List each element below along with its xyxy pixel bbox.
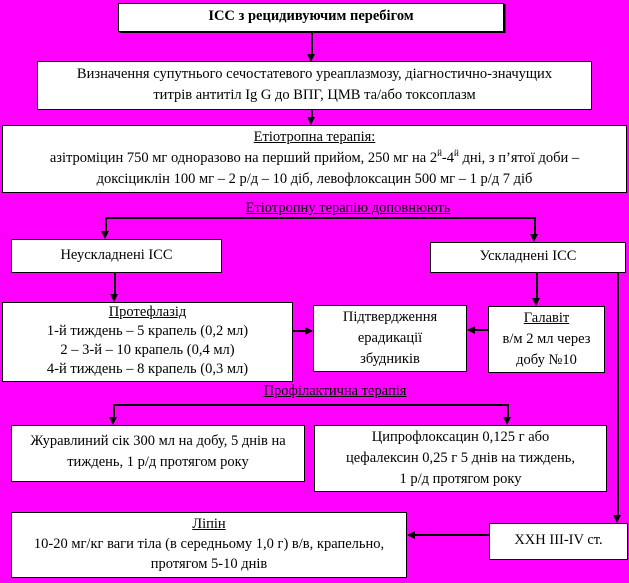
- node-eradication-line1: Підтвердження: [342, 309, 438, 325]
- node-etiotropic-therapy: [2, 125, 627, 193]
- connector-prophylaxis-horizontal: [113, 404, 508, 406]
- connector-supplement-drop-right: [534, 217, 536, 235]
- connector-title-to-diagnostics: [311, 32, 313, 54]
- arrowhead-proteflazid-to-eradication: [305, 327, 313, 335]
- connector-supplement-drop-left: [105, 217, 107, 232]
- node-lipin-line1: 10-20 мг/кг ваги тіла (в середньому 1,0 г) в/в, крапельно,: [33, 536, 385, 552]
- label-supplement-therapy: Етіотропну терапію доповнюють: [245, 200, 451, 216]
- arrowhead-uncomplicated-to-proteflazid: [110, 294, 118, 302]
- node-proteflazid-line1: 1-й тиждень – 5 крапель (0,2 мл): [46, 323, 249, 339]
- node-lipin: [11, 512, 407, 578]
- etiotropic-line1-sup2: й: [454, 148, 459, 159]
- node-ciprofloxacin: [314, 425, 607, 492]
- node-cranberry-line1: Журавлиний сік 300 мл на добу, 5 днів на: [30, 433, 286, 449]
- node-uncomplicated-label: Неускладнені ІСС: [60, 247, 173, 263]
- node-galavit-title: Галавіт: [523, 310, 570, 326]
- node-lipin-title: Ліпін: [192, 516, 226, 532]
- node-proteflazid: [2, 302, 293, 382]
- etiotropic-line1-part-a: азітроміцин 750 мг одноразово на перший прийом, 250 мг на 2: [49, 150, 438, 166]
- connector-galavit-to-eradication: [474, 329, 488, 331]
- node-icc-recurrent: [118, 3, 504, 32]
- connector-prophylaxis-drop-left: [113, 404, 115, 418]
- connector-complicated-to-galavit: [536, 273, 538, 299]
- node-uncomplicated-icc: [11, 239, 222, 273]
- arrowhead-diagnostics-to-etiotropic: [307, 117, 315, 125]
- connector-complicated-to-ckd: [617, 273, 619, 517]
- node-diagnostics-line1: Визначення супутнього сечостатевого уреаплазмозу, діагностично-значущих: [76, 66, 553, 82]
- node-galavit-line1: в/м 2 мл через: [502, 331, 591, 347]
- node-lipin-line2: протягом 5-10 днів: [150, 556, 268, 572]
- arrowhead-to-cranberry: [109, 417, 117, 425]
- node-etiotropic-line1: [3, 148, 626, 169]
- node-proteflazid-line2: 2 – 3-й – 10 крапель (0,4 мл): [60, 342, 235, 358]
- label-prophylactic-therapy: Профілактична терапія: [263, 383, 407, 399]
- arrowhead-complicated-to-galavit: [532, 298, 540, 306]
- node-cipro-line3: 1 р/д протягом року: [399, 471, 522, 487]
- arrowhead-complicated-to-ckd: [613, 515, 621, 523]
- node-ckd-stage: [489, 523, 628, 560]
- arrowhead-ckd-to-lipin: [407, 531, 415, 539]
- node-cipro-line1: Ципрофлоксацин 0,125 г або: [371, 429, 550, 445]
- node-eradication-confirmation: [313, 305, 467, 372]
- connector-uncomplicated-to-proteflazid: [114, 273, 116, 295]
- arrowhead-to-cipro: [503, 417, 511, 425]
- arrowhead-galavit-to-eradication: [467, 326, 475, 334]
- node-galavit-line2: добу №10: [516, 352, 577, 368]
- node-etiotropic-line2: доксіциклін 100 мг – 2 р/д – 10 діб, левофлоксацин 500 мг – 1 р/д 7 діб: [96, 171, 533, 187]
- node-eradication-line3: збудників: [360, 351, 420, 367]
- node-galavit: [488, 306, 605, 373]
- node-cipro-line2: цефалексин 0,25 г 5 днів на тиждень,: [345, 450, 576, 466]
- connector-prophylaxis-drop-right: [507, 404, 509, 418]
- etiotropic-line1-part-b: -4: [441, 150, 455, 166]
- node-icc-recurrent-label: ІСС з рецидивуючим перебігом: [208, 8, 414, 24]
- node-cranberry-line2: тиждень, 1 р/д протягом року: [67, 454, 249, 470]
- node-etiotropic-title: Етіотропна терапія:: [253, 129, 376, 145]
- node-proteflazid-title: Протефлазід: [108, 304, 187, 320]
- node-eradication-line2: ерадикації: [357, 330, 423, 346]
- node-complicated-label: Ускладнені ІСС: [479, 248, 577, 264]
- node-cranberry-juice: [11, 425, 305, 482]
- connector-supplement-horizontal: [105, 217, 535, 219]
- etiotropic-line1-sup1: й: [437, 148, 442, 159]
- node-diagnostics-line2: титрів антитіл Ig G до ВПГ, ЦМВ та/або токсоплазм: [153, 87, 476, 103]
- arrowhead-to-complicated: [530, 234, 538, 242]
- arrowhead-to-uncomplicated: [101, 231, 109, 239]
- node-complicated-icc: [430, 242, 626, 273]
- node-proteflazid-line3: 4-й тиждень – 8 крапель (0,3 мл): [46, 361, 249, 377]
- node-diagnostics: [37, 61, 592, 110]
- etiotropic-line1-part-c: дні, з п’ятої доби –: [458, 150, 580, 166]
- node-ckd-label: ХХН ІІІ-ІV ст.: [514, 532, 603, 548]
- connector-ckd-to-lipin: [414, 534, 489, 536]
